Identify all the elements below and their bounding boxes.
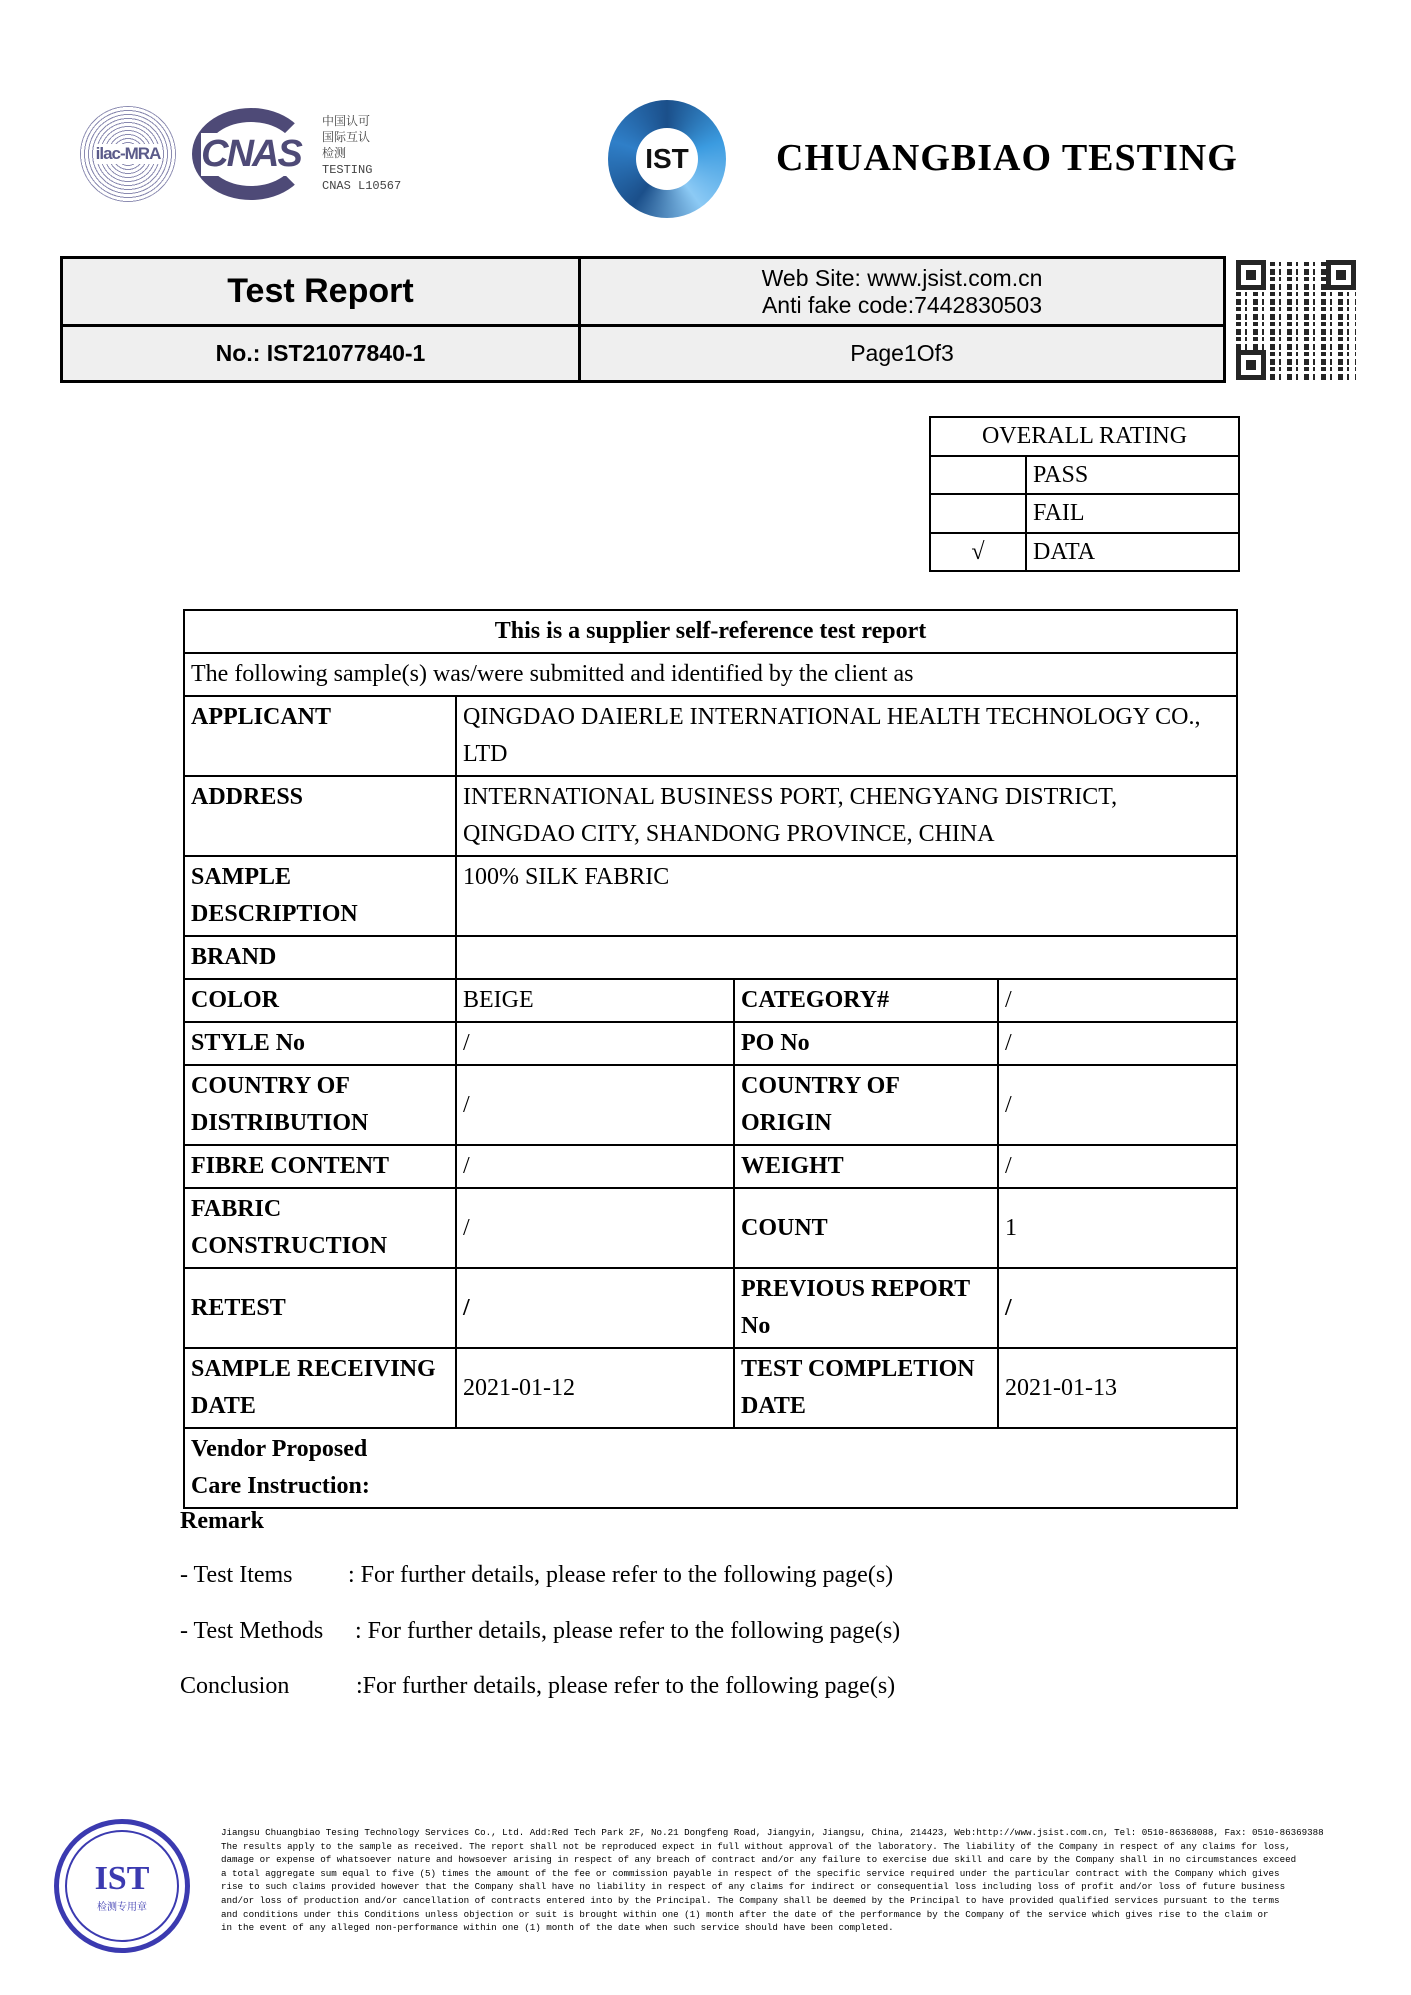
- field-value: 1: [998, 1188, 1237, 1268]
- field-label: COLOR: [184, 979, 456, 1022]
- rating-label: DATA: [1026, 533, 1239, 572]
- ilac-mra-logo: ilac-MRA: [80, 106, 176, 202]
- website: Web Site: www.jsist.com.cn: [761, 264, 1043, 291]
- table-row: [184, 1065, 1237, 1145]
- field-label: FIBRE CONTENT: [184, 1145, 456, 1188]
- field-value: /: [456, 1022, 734, 1065]
- page-number: Page1Of3: [850, 340, 954, 366]
- field-label: PO No: [734, 1022, 998, 1065]
- field-value: /: [998, 1268, 1237, 1348]
- footer-line: Jiangsu Chuangbiao Tesing Technology Services Co., Ltd. Add:Red Tech Park 2F, No.21 Dongfeng Road, Jiangyin, Jiangsu, China, 214423, Web:http://www.jsist.com.cn, Tel: 0510-86368088, Fax: 0510-86369388: [221, 1827, 1324, 1838]
- table-row: [184, 1188, 1237, 1268]
- table-row: [184, 1022, 1237, 1065]
- report-site-info: [581, 259, 1223, 327]
- table-row: [184, 1268, 1237, 1348]
- remark-text: :For further details, please refer to the following page(s): [356, 1673, 896, 1699]
- footer-line: rise to such claims provided however that the Company shall have no liability in respect of any claims for indirect or consequential loss including loss of profit and/or loss of future business: [221, 1881, 1286, 1893]
- rating-mark: [930, 494, 1026, 533]
- field-label: FABRIC CONSTRUCTION: [184, 1188, 456, 1268]
- field-value: /: [998, 979, 1237, 1022]
- report-header: [60, 256, 1226, 383]
- field-label: TEST COMPLETION DATE: [734, 1348, 998, 1428]
- rating-label: PASS: [1026, 456, 1239, 495]
- cnas-accreditation-text: [322, 114, 401, 194]
- rating-label: FAIL: [1026, 494, 1239, 533]
- footer-disclaimer: [221, 1826, 1351, 1935]
- field-value: /: [998, 1022, 1237, 1065]
- field-value: 2021-01-13: [998, 1348, 1237, 1428]
- field-value: /: [456, 1268, 734, 1348]
- sample-description-label: SAMPLE DESCRIPTION: [184, 856, 456, 936]
- field-label: RETEST: [184, 1268, 456, 1348]
- care-instruction-label: Vendor Proposed Care Instruction:: [184, 1428, 1237, 1508]
- company-name: CHUANGBIAO TESTING: [776, 137, 1238, 179]
- rating-row: [930, 533, 1239, 572]
- field-label: SAMPLE RECEIVING DATE: [184, 1348, 456, 1428]
- remark-text: : For further details, please refer to the following page(s): [355, 1618, 901, 1644]
- seal-text: IST: [94, 1859, 150, 1897]
- report-type-title: This is a supplier self-reference test report: [184, 610, 1237, 653]
- intro-text: The following sample(s) was/were submitted and identified by the client as: [184, 653, 1237, 696]
- sample-info-table: [183, 609, 1238, 1509]
- rating-row: [930, 494, 1239, 533]
- field-label: PREVIOUS REPORT No: [734, 1268, 998, 1348]
- table-row: [184, 1145, 1237, 1188]
- footer-line: The results apply to the sample as received. The report shall not be reproduced expect in full without approval of the laboratory. The liability of the Company in respect of any claims for loss,: [221, 1840, 1291, 1852]
- field-value: /: [456, 1145, 734, 1188]
- field-value: /: [456, 1188, 734, 1268]
- field-value: /: [998, 1065, 1237, 1145]
- cnas-line: TESTING: [322, 163, 373, 177]
- field-value: /: [456, 1065, 734, 1145]
- field-value: 2021-01-12: [456, 1348, 734, 1428]
- remark-label: Conclusion: [180, 1673, 290, 1699]
- applicant-value: QINGDAO DAIERLE INTERNATIONAL HEALTH TECHNOLOGY CO., LTD: [456, 696, 1237, 776]
- field-label: WEIGHT: [734, 1145, 998, 1188]
- field-label: COUNTRY OF DISTRIBUTION: [184, 1065, 456, 1145]
- rating-title: OVERALL RATING: [930, 417, 1239, 456]
- qr-code: [1236, 260, 1356, 380]
- overall-rating-table: [929, 416, 1240, 572]
- footer-line: a total aggregate sum equal to five (5) times the amount of the fee or commission payable in respect of the specific service required under the particular contract with the Company which gives: [221, 1867, 1280, 1879]
- field-label: COUNT: [734, 1188, 998, 1268]
- anti-fake-code: Anti fake code:7442830503: [761, 291, 1043, 318]
- cnas-logo: CNAS: [192, 108, 310, 200]
- report-number: No.: IST21077840-1: [63, 327, 581, 380]
- sample-description-value: 100% SILK FABRIC: [456, 856, 1237, 936]
- footer-line: damage or expense of whatsoever nature and howsoever arising in respect of any breach of contract and/or any failure to exercise due skill and care by the Company shall in no circumstances exceed: [221, 1854, 1297, 1866]
- rating-mark: [930, 456, 1026, 495]
- address-value: INTERNATIONAL BUSINESS PORT, CHENGYANG DISTRICT, QINGDAO CITY, SHANDONG PROVINCE, CHINA: [456, 776, 1237, 856]
- field-label: CATEGORY#: [734, 979, 998, 1022]
- cnas-line: 国际互认: [322, 131, 371, 145]
- company-seal: [54, 1819, 190, 1953]
- field-value: BEIGE: [456, 979, 734, 1022]
- footer-line: in the event of any alleged non-performance within one (1) month of the date when such service should have been completed.: [221, 1922, 894, 1934]
- field-label: STYLE No: [184, 1022, 456, 1065]
- table-row: [184, 1348, 1237, 1428]
- remark-text: : For further details, please refer to the following page(s): [348, 1562, 894, 1588]
- remark-title: Remark: [180, 1508, 264, 1534]
- applicant-label: APPLICANT: [184, 696, 456, 776]
- remark-label: - Test Methods: [180, 1618, 324, 1644]
- field-value: /: [998, 1145, 1237, 1188]
- footer-line: and conditions under this Conditions unless objection or suit is brought within one (1) month after the date of the performance by the Company of the service which gives rise to the claim or: [221, 1908, 1269, 1920]
- rating-mark: √: [930, 533, 1026, 572]
- cnas-line: 中国认可: [322, 115, 371, 129]
- rating-row: [930, 456, 1239, 495]
- seal-subtext: 检测专用章: [97, 1901, 147, 1913]
- remark-label: - Test Items: [180, 1562, 293, 1588]
- cnas-line: 检测: [322, 147, 347, 161]
- table-row: [184, 979, 1237, 1022]
- ist-logo: [608, 100, 726, 218]
- ist-logo-text: IST: [636, 128, 698, 190]
- report-title: Test Report: [63, 259, 581, 327]
- address-label: ADDRESS: [184, 776, 456, 856]
- brand-label: BRAND: [184, 936, 456, 979]
- cnas-line: CNAS L10567: [322, 179, 402, 193]
- brand-value: [456, 936, 1237, 979]
- footer-line: and/or loss of production and/or cancellation of contracts entered into by the Principal. The Company shall be deemed by the Principal to have provided qualified services pursuant to the terms: [221, 1894, 1280, 1906]
- field-label: COUNTRY OF ORIGIN: [734, 1065, 998, 1145]
